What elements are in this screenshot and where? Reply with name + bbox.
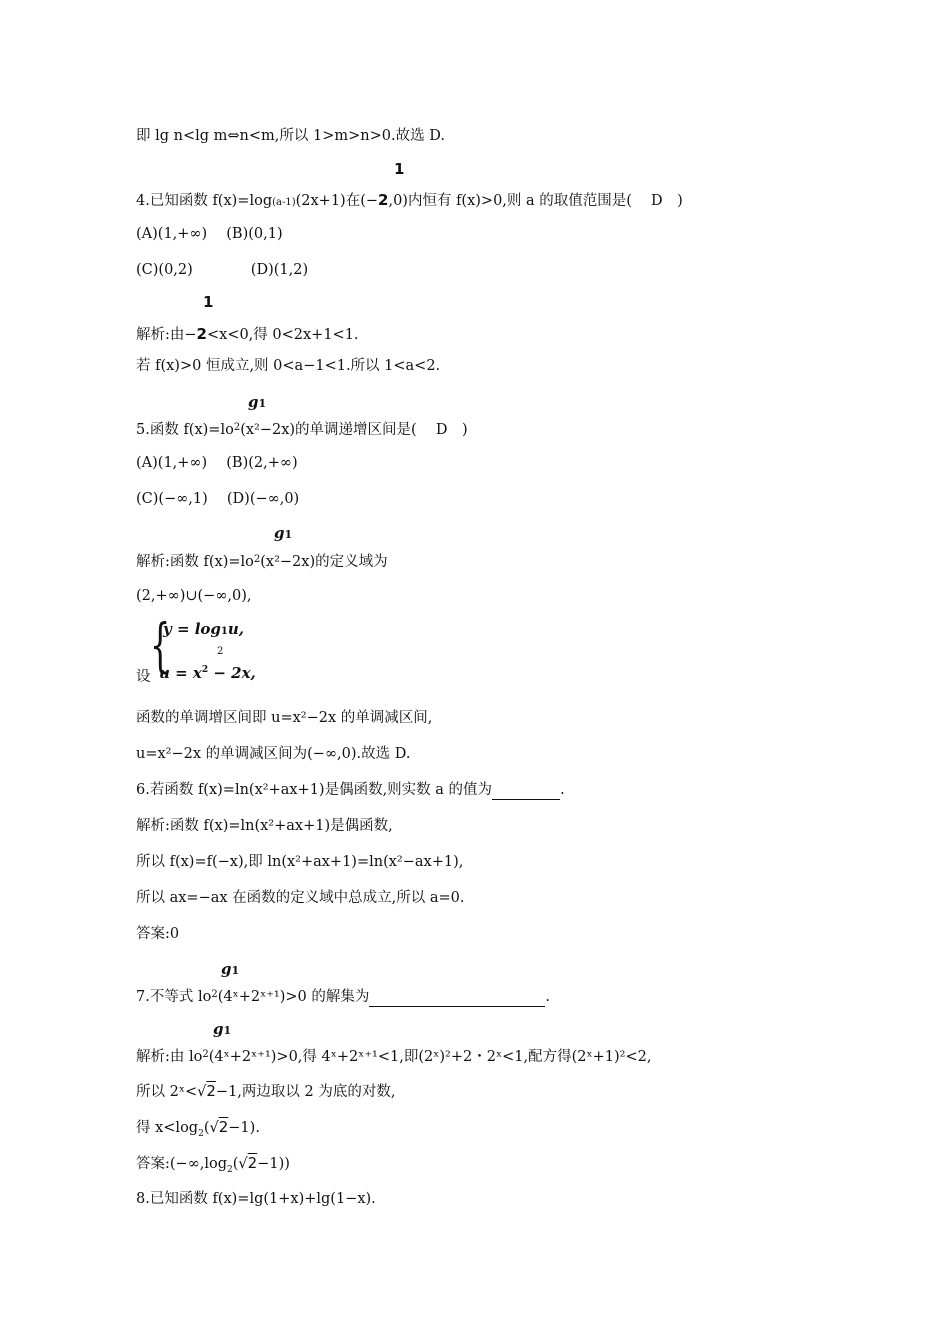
sqrt-radicand: 2 <box>247 1154 258 1172</box>
log-base: 2 <box>198 1128 204 1139</box>
q7-solution-2 <box>136 1081 395 1102</box>
q7-solution-text: 得 x<log <box>136 1120 199 1136</box>
q4-solution-text: 解析:由− <box>136 327 197 343</box>
q5-options-cd: (C)(−∞,1) (D)(−∞,0) <box>136 491 300 507</box>
q4-options-cd: (C)(0,2) (D)(1,2) <box>136 262 309 278</box>
q6-answer: 答案:0 <box>136 926 180 942</box>
g-letter: g <box>248 393 259 411</box>
log-base-denominator: 2 <box>202 1049 209 1060</box>
fraction-denominator: 2 <box>196 325 207 343</box>
fraction-numerator: 1 <box>203 293 214 311</box>
fraction-numerator: 1 <box>394 160 405 178</box>
q5-solution-4: u=x²−2x 的单调减区间为(−∞,0).故选 D. <box>136 746 411 762</box>
eq1-text: u, <box>227 620 245 638</box>
q7-solution-text: 解析:由 lo <box>136 1049 203 1065</box>
q7-solution-text: (√ <box>203 1120 219 1136</box>
log-base: 2 <box>227 1164 233 1175</box>
q4-text: ,0)内恒有 f(x)>0,则 a 的取值范围是( D ) <box>388 193 683 209</box>
q6-text: 6.若函数 f(x)=ln(x²+ax+1)是偶函数,则实数 a 的值为 <box>136 782 493 798</box>
q7-text: (4ˣ+2ˣ⁺¹)>0 的解集为 <box>217 989 370 1005</box>
g-letter: g <box>274 524 285 542</box>
log-base-g <box>248 393 266 411</box>
g-subscript: 1 <box>284 528 293 541</box>
q7-answer <box>136 1153 290 1174</box>
q4-solution-text: <x<0,得 0<2x+1<1. <box>206 327 359 343</box>
q6-solution-3: 所以 ax=−ax 在函数的定义域中总成立,所以 a=0. <box>136 890 465 906</box>
q5-domain: (2,+∞)∪(−∞,0), <box>136 588 252 604</box>
q5-solution-text: 解析:函数 f(x)=lo <box>136 554 254 570</box>
log-base-denominator: 2 <box>233 422 241 433</box>
eq2-text: − 2x, <box>208 664 256 682</box>
q4-solution-2: 若 f(x)>0 恒成立,则 0<a−1<1.所以 1<a<2. <box>136 358 441 374</box>
eq1-text: y = log <box>163 620 221 638</box>
q5-options-ab: (A)(1,+∞) (B)(2,+∞) <box>136 455 298 471</box>
eq1-base: 1 <box>220 626 228 637</box>
g-letter: g <box>221 960 232 978</box>
q7-solution-text: −1). <box>228 1120 260 1136</box>
log-base-denominator: 2 <box>253 554 261 565</box>
sqrt-radicand: 2 <box>218 1118 229 1136</box>
q7-solution-text: −1,两边取以 2 为底的对数, <box>215 1084 396 1100</box>
q7-answer-text: 答案:(−∞,log <box>136 1156 228 1172</box>
log-base-g <box>221 960 239 978</box>
g-subscript: 1 <box>223 1024 232 1037</box>
sqrt-radicand: 2 <box>206 1082 216 1100</box>
q4-subscript: (a-1) <box>272 197 296 208</box>
fraction-denominator: 2 <box>378 191 389 209</box>
q6-solution-1: 解析:函数 f(x)=ln(x²+ax+1)是偶函数, <box>136 818 393 834</box>
q7-solution-text: 所以 2ˣ<√ <box>136 1084 207 1100</box>
q6-text: . <box>560 782 565 798</box>
q4-options-ab: (A)(1,+∞) (B)(0,1) <box>136 226 283 242</box>
q4-solution-1 <box>136 324 359 345</box>
q6-solution-2: 所以 f(x)=f(−x),即 ln(x²+ax+1)=ln(x²−ax+1), <box>136 854 464 870</box>
q7-solution-text: (4ˣ+2ˣ⁺¹)>0,得 4ˣ+2ˣ⁺¹<1,即(2ˣ)²+2・2ˣ<1,配方得(2ˣ+1)²<2, <box>208 1049 652 1065</box>
g-subscript: 1 <box>258 397 267 410</box>
system-eq-2 <box>159 664 256 682</box>
log-base-denominator: 2 <box>211 989 218 1000</box>
g-subscript: 1 <box>231 964 240 977</box>
log-base-g <box>213 1020 231 1038</box>
q5-solution-3: 函数的单调增区间即 u=x²−2x 的单调减区间, <box>136 710 433 726</box>
q7-solution-1 <box>136 1045 651 1067</box>
g-letter: g <box>213 1020 224 1038</box>
log-base-g <box>274 524 292 542</box>
q5-solution-1 <box>136 550 388 572</box>
system-eq-1 <box>163 620 244 638</box>
question-8: 8.已知函数 f(x)=lg(1+x)+lg(1−x). <box>136 1191 376 1207</box>
q7-text: . <box>545 989 550 1005</box>
question-4 <box>136 190 683 213</box>
question-6 <box>136 780 565 800</box>
eq1-base-denominator: 2 <box>217 646 224 657</box>
eq2-text: u = x <box>159 664 202 682</box>
left-brace: { <box>150 611 171 679</box>
answer-blank <box>369 992 545 1007</box>
question-5 <box>136 418 468 440</box>
set-label: 设 <box>136 669 151 685</box>
q5-solution-text: (x²−2x)的定义域为 <box>260 554 388 570</box>
question-7 <box>136 985 550 1007</box>
answer-blank <box>492 785 560 800</box>
q7-text: 7.不等式 lo <box>136 989 212 1005</box>
q4-text: (2x+1)在(− <box>295 193 379 209</box>
q7-answer-text: (√ <box>232 1156 248 1172</box>
q5-text: 5.函数 f(x)=lo <box>136 422 234 438</box>
q7-solution-3 <box>136 1117 260 1138</box>
q5-text: (x²−2x)的单调递增区间是( D ) <box>240 422 468 438</box>
eq2-exponent: 2 <box>201 665 209 675</box>
text-line: 即 lg n<lg m⇔n<m,所以 1>m>n>0.故选 D. <box>136 128 445 144</box>
q4-text: 4.已知函数 f(x)=log <box>136 193 273 209</box>
q7-answer-text: −1)) <box>257 1156 290 1172</box>
